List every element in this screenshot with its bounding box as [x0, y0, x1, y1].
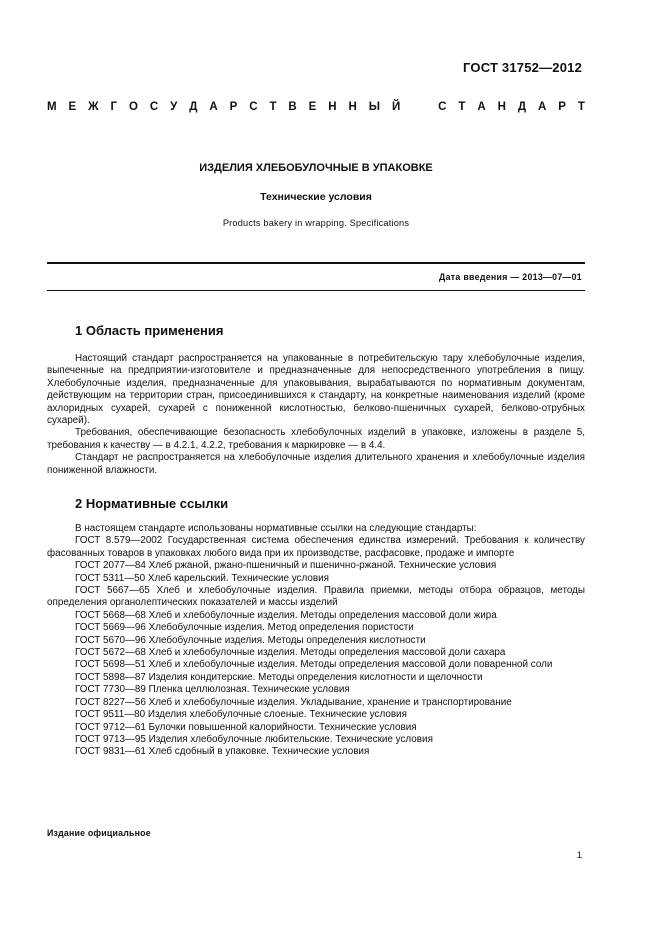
page-number: 1	[576, 850, 582, 861]
banner-letter: А	[477, 101, 486, 113]
reference-item: ГОСТ 5698—51 Хлеб и хлебобулочные изделия. Методы определения массовой доли поваренной соли	[75, 659, 553, 671]
section-1-paragraph: Настоящий стандарт распространяется на упакованные в потребительскую тару хлебобулочные изделия, выпеченные на предприятии-изготовителе и предназначенные для непосредственного употребления в пищу. Хлебобулочные изделия, предназначенные для упаковывания, вырабатываются по нормативным документам, действующим на территории стран, присоединившихся к стандарту, на конкретные наименования изделий (кроме ахлоридных сухарей, сухарей с пониженной кислотностью, белково-пшеничных сухарей, белково-отрубных сухарей).	[47, 353, 585, 427]
reference-item: ГОСТ 9713—95 Изделия хлебобулочные любительские. Технические условия	[75, 733, 433, 745]
document-subtitle: Технические условия	[260, 191, 372, 203]
banner-letter: Т	[458, 101, 466, 113]
banner-letter: Е	[308, 101, 317, 113]
banner-letter: Н	[348, 101, 357, 113]
banner-letter: Д	[517, 101, 527, 113]
banner-letter: Ы	[368, 101, 381, 113]
divider-mid	[47, 290, 585, 291]
divider-top	[47, 262, 585, 264]
banner-letter: О	[128, 101, 138, 113]
reference-item: ГОСТ 7730—89 Пленка целлюлозная. Технические условия	[75, 684, 350, 696]
banner-letter: А	[537, 101, 547, 113]
banner-letter: Ж	[88, 101, 99, 113]
english-title: Products bakery in wrapping. Specifications	[222, 218, 410, 228]
banner-letter: Й	[391, 101, 401, 113]
banner-letter: Т	[269, 101, 277, 113]
banner-letter: С	[249, 101, 258, 113]
reference-item: ГОСТ 5668—68 Хлеб и хлебобулочные изделия. Методы определения массовой доли жира	[75, 609, 497, 621]
normative-references	[47, 523, 585, 759]
reference-item: ГОСТ 8227—56 Хлеб и хлебобулочные изделия. Укладывание, хранение и транспортирование	[75, 696, 512, 708]
reference-item: ГОСТ 5672—68 Хлеб и хлебобулочные изделия. Методы определения массовой доли сахара	[75, 647, 506, 659]
reference-item: ГОСТ 5667—65 Хлеб и хлебобулочные изделия. Правила приемки, методы отбора образцов, методы определения органолептических показателей и массы изделий	[47, 585, 585, 609]
reference-item: ГОСТ 5311—50 Хлеб карельский. Технические условия	[75, 572, 329, 584]
banner-letter: А	[209, 101, 218, 113]
references-intro: В настоящем стандарте использованы нормативные ссылки на следующие стандарты:	[75, 523, 477, 534]
reference-item: ГОСТ 2077—84 Хлеб ржаной, ржано-пшеничный и пшенично-ржаной. Технические условия	[75, 560, 497, 572]
banner-letter: Р	[229, 101, 238, 113]
section-2-heading: 2 Нормативные ссылки	[75, 496, 229, 511]
reference-item: ГОСТ 8.579—2002 Государственная система обеспечения единства измерений. Требования к количеству фасованных товаров в упаковках любого вида при их производстве, расфасовке, продаже и импорте	[47, 535, 585, 559]
official-edition-label: Издание официальное	[47, 828, 151, 838]
reference-item: ГОСТ 9511—80 Изделия хлебобулочные слоеные. Технические условия	[75, 709, 407, 721]
gost-code: ГОСТ 31752—2012	[463, 60, 582, 75]
document-title: ИЗДЕЛИЯ ХЛЕБОБУЛОЧНЫЕ В УПАКОВКЕ	[199, 162, 433, 174]
reference-item: ГОСТ 5898—87 Изделия кондитерские. Методы определения кислотности и щелочности	[75, 671, 483, 683]
banner-letter: В	[288, 101, 297, 113]
banner-word-gap	[412, 101, 426, 113]
section-1-paragraph: Требования, обеспечивающие безопасность хлебобулочных изделий в упаковке, изложены в разделе 5, требования к качеству — в 4.2.1, 4.2.2, требования к маркировке — в 4.4.	[47, 427, 585, 451]
banner-letter: С	[438, 101, 447, 113]
banner-letter: С	[149, 101, 159, 113]
banner-letter: М	[47, 101, 57, 113]
banner-letter: У	[170, 101, 178, 113]
banner-letter: Т	[577, 101, 585, 113]
banner-letter: Г	[110, 101, 118, 113]
banner-letter: Д	[189, 101, 198, 113]
section-1-heading: 1 Область применения	[75, 323, 224, 338]
reference-item: ГОСТ 5669—96 Хлебобулочные изделия. Метод определения пористости	[75, 622, 414, 634]
interstate-standard-banner	[47, 101, 585, 113]
reference-item: ГОСТ 9831—61 Хлеб сдобный в упаковке. Технические условия	[75, 746, 370, 758]
section-1-paragraph: Стандарт не распространяется на хлебобулочные изделия длительного хранения и хлебобулочные изделия пониженной влажности.	[47, 452, 585, 476]
banner-letter: Р	[558, 101, 566, 113]
banner-letter: Н	[497, 101, 506, 113]
introduction-date: Дата введения — 2013—07—01	[439, 272, 582, 282]
banner-letter: Н	[328, 101, 337, 113]
banner-letter: Е	[68, 101, 77, 113]
reference-item: ГОСТ 9712—61 Булочки повышенной калорийности. Технические условия	[75, 721, 417, 733]
reference-item: ГОСТ 5670—96 Хлебобулочные изделия. Методы определения кислотности	[75, 634, 426, 646]
section-1-body	[47, 353, 585, 477]
